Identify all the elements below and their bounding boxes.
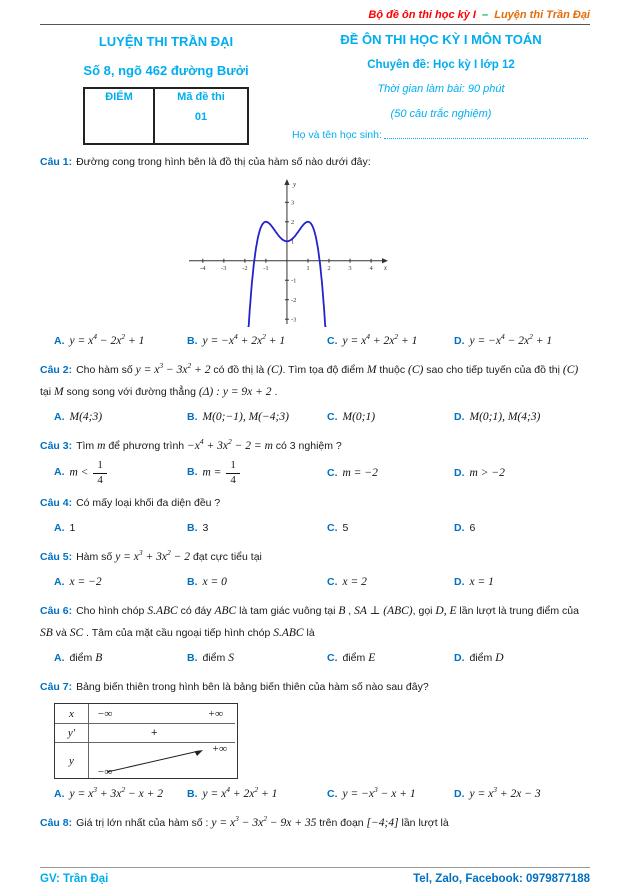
text-segment: lần lượt là [398, 817, 449, 830]
curve-graph-svg [186, 177, 390, 327]
option-letter: D. [454, 788, 465, 801]
svg-text:-2: -2 [290, 296, 297, 304]
math-expression: $y = x^3 + 3x^2 - x + 2$ [69, 785, 163, 801]
option-letter: C. [327, 788, 338, 801]
text-segment: 3 [202, 522, 209, 535]
math-expression: (Δ) : y = 9x + 2 [198, 386, 272, 398]
option-letter: D. [454, 466, 465, 479]
question-text [40, 151, 590, 173]
svg-text:-4: -4 [200, 264, 206, 272]
math-expression: SA ⊥ (ABC) [354, 605, 413, 618]
text-segment: có đáy [177, 605, 215, 618]
derivative-sign: + [151, 727, 158, 740]
option-letter: B. [187, 576, 198, 589]
text-segment: là [303, 627, 315, 640]
math-expression: S [228, 652, 234, 665]
q5-option-d [454, 576, 590, 588]
text-segment: tại [40, 386, 55, 398]
svg-text:-3: -3 [290, 316, 297, 324]
math-expression: M(0;1) [342, 411, 376, 423]
y-limit-start: −∞ [97, 766, 113, 779]
answer-options [54, 646, 590, 670]
q1-option-b [187, 332, 327, 347]
option-letter: A. [54, 788, 65, 801]
q7-option-c [327, 785, 454, 801]
option-letter: D. [454, 411, 465, 423]
question-2 [40, 359, 590, 429]
svg-text:-1: -1 [263, 264, 269, 272]
option-letter: B. [187, 335, 198, 347]
math-expression: m [97, 440, 106, 452]
text-segment: đạt cực tiểu tại [190, 551, 262, 564]
question-6 [40, 600, 590, 670]
text-segment: Bảng biến thiên trong hình bên là bảng biến thiên của hàm số nào sau đây? [76, 681, 429, 694]
fraction-denominator: 4 [230, 473, 236, 486]
q6-option-c [327, 652, 454, 664]
option-letter: D. [454, 335, 465, 347]
q4-option-c [327, 522, 454, 534]
question-4 [40, 492, 590, 540]
questions [40, 151, 590, 834]
option-letter: B. [187, 466, 198, 479]
text-segment: lần lượt là trung điểm của [456, 605, 579, 618]
option-letter: C. [327, 335, 338, 347]
text-segment: Tìm [76, 440, 98, 452]
x-limit-right: +∞ [207, 707, 223, 720]
svg-text:-2: -2 [242, 264, 248, 272]
question-text [40, 600, 590, 644]
answer-options [54, 405, 590, 429]
math-expression: x = 0 [202, 576, 227, 589]
q5-option-b [187, 576, 327, 588]
svg-text:3: 3 [348, 264, 352, 272]
question-8 [40, 812, 590, 834]
answer-options [54, 782, 590, 806]
text-segment: 1 [69, 522, 76, 535]
question-3 [40, 435, 590, 486]
math-expression: (C) [408, 364, 424, 376]
q6-option-a [54, 652, 187, 664]
header-note [40, 5, 590, 21]
math-expression: E [368, 652, 376, 665]
answer-options [54, 329, 590, 353]
math-expression: $y = x^4 + 2x^2 + 1$ [202, 785, 278, 801]
svg-text:-1: -1 [290, 277, 297, 285]
exam-title: ĐỀ ÔN THI HỌC KỲ I MÔN TOÁN [340, 32, 542, 47]
header-note-series: Bộ đề ôn thi học kỳ I [368, 9, 476, 21]
svg-text:2: 2 [327, 264, 331, 272]
math-expression: $y = x^3 + 3x^2 - 2$ [115, 548, 191, 564]
option-letter: C. [327, 411, 338, 423]
q3-option-b [187, 459, 327, 486]
q7-option-a [54, 785, 187, 801]
q6-option-b [187, 652, 327, 664]
math-expression: $y = x^3 - 3x^2 - 9x + 35$ [211, 814, 317, 830]
student-name-line [292, 129, 590, 141]
math-expression: M(0;−1), M(−4;3) [202, 411, 289, 423]
math-expression: [−4;4] [366, 817, 399, 830]
math-expression: D [495, 652, 504, 665]
exam-code-value: 01 [194, 111, 208, 123]
y-limit-end: +∞ [211, 743, 227, 756]
option-letter: B. [187, 411, 198, 423]
fraction-numerator: 1 [93, 460, 107, 474]
math-expression: $-x^4 + 3x^2 - 2 = m$ [187, 437, 273, 452]
math-expression: B [338, 605, 346, 618]
math-expression: x = −2 [69, 576, 102, 589]
svg-text:2: 2 [290, 219, 295, 227]
option-letter: A. [54, 466, 65, 479]
math-expression: x = 2 [342, 576, 367, 589]
math-expression: $y = -x^4 - 2x^2 + 1$ [469, 332, 553, 347]
q2-option-b [187, 411, 327, 423]
math-expression: $y = x^3 - 3x^2 + 2$ [135, 361, 211, 376]
math-expression: $y = x^3 + 2x - 3$ [469, 785, 541, 801]
x-limit-left: −∞ [97, 707, 113, 720]
variation-y-row [88, 742, 235, 778]
variation-table [54, 703, 238, 779]
question-number: Câu 7: [40, 681, 73, 694]
score-table [83, 87, 249, 145]
fraction [93, 460, 107, 486]
text-segment: là tam giác vuông tại [236, 605, 339, 618]
text-segment: để phương trình [105, 440, 188, 452]
text-segment: 6 [469, 522, 476, 535]
q6-option-d [454, 652, 590, 664]
header-left-column [40, 25, 292, 145]
derivative-sign-row [88, 723, 235, 742]
math-expression: m = [202, 466, 225, 479]
center-name: LUYỆN THI TRẦN ĐẠI [98, 34, 234, 49]
question-number: Câu 4: [40, 497, 73, 510]
exam-note: (50 câu trắc nghiệm) [390, 108, 492, 120]
text-segment: . [271, 386, 278, 398]
question-number: Câu 6: [40, 605, 73, 618]
option-letter: D. [454, 576, 465, 589]
option-letter: B. [187, 522, 198, 535]
question-1 [40, 151, 590, 353]
question-7 [40, 676, 590, 806]
svg-text:x: x [383, 263, 387, 272]
text-segment: Hàm số [76, 551, 116, 564]
question-text [40, 359, 590, 403]
footer-contact: Tel, Zalo, Facebook: 0979877188 [413, 873, 590, 885]
question-text [40, 435, 590, 457]
text-segment: điểm [202, 652, 229, 665]
math-expression: (C) [267, 364, 283, 376]
question-number: Câu 8: [40, 817, 73, 830]
fraction-numerator: 1 [226, 460, 240, 474]
text-segment: , [345, 605, 355, 618]
variation-row-header-label: y [69, 754, 74, 767]
variation-row-header-label: y′ [67, 727, 76, 740]
text-segment: Giá trị lớn nhất của hàm số : [76, 817, 212, 830]
math-expression: m < [69, 466, 92, 479]
page-footer [40, 867, 590, 885]
figure-function-graph [186, 177, 390, 327]
answer-options [54, 459, 590, 486]
text-segment: thuộc [376, 364, 409, 376]
q7-option-b [187, 785, 327, 801]
q2-option-d [454, 411, 590, 423]
text-segment: Đường cong trong hình bên là đồ thị của hàm số nào dưới đây: [76, 156, 371, 168]
text-segment: điểm [69, 652, 96, 665]
text-segment: , gọi [412, 605, 436, 618]
question-text [40, 812, 590, 834]
svg-text:y: y [292, 180, 297, 189]
option-letter: D. [454, 652, 465, 665]
option-letter: A. [54, 522, 65, 535]
variation-row-header [55, 742, 88, 778]
math-expression: ABC [214, 605, 237, 618]
option-letter: A. [54, 652, 65, 665]
q1-option-d [454, 332, 590, 347]
math-expression: M(4;3) [69, 411, 103, 423]
math-expression: M [54, 386, 64, 398]
text-segment: 5 [342, 522, 349, 535]
option-letter: A. [54, 411, 65, 423]
option-letter: C. [327, 576, 338, 589]
question-text [40, 546, 590, 568]
question-number: Câu 3: [40, 440, 73, 452]
math-expression: SC [69, 627, 84, 640]
text-segment: có 3 nghiệm ? [272, 440, 342, 452]
math-expression: $y = x^4 - 2x^2 + 1$ [69, 332, 145, 347]
svg-text:4: 4 [369, 264, 373, 272]
q4-option-a [54, 522, 187, 534]
exam-duration: Thời gian làm bài: 90 phút [377, 83, 505, 95]
q4-option-d [454, 522, 590, 534]
option-letter: C. [327, 652, 338, 665]
option-letter: D. [454, 522, 465, 535]
option-letter: B. [187, 652, 198, 665]
math-expression: $y = -x^3 - x + 1$ [342, 785, 416, 801]
text-segment: . Tìm tọa độ điểm [282, 364, 367, 376]
q1-option-a [54, 332, 187, 347]
text-segment: điểm [469, 652, 496, 665]
question-text [40, 492, 590, 514]
student-name-dotted-field [384, 138, 588, 139]
q2-option-a [54, 411, 187, 423]
math-expression: S.ABC [273, 627, 304, 640]
fraction [226, 460, 240, 486]
math-expression: m > −2 [469, 466, 505, 479]
footer-teacher: GV: Trần Đại [40, 873, 109, 885]
q3-option-a [54, 459, 187, 486]
q5-option-c [327, 576, 454, 588]
math-expression: $y = -x^4 + 2x^2 + 1$ [202, 332, 286, 347]
q7-option-d [454, 785, 590, 801]
svg-text:1: 1 [290, 238, 295, 246]
option-letter: A. [54, 335, 65, 347]
question-number: Câu 1: [40, 156, 73, 168]
q2-option-c [327, 411, 454, 423]
math-expression: m = −2 [342, 466, 378, 479]
center-address: Số 8, ngõ 462 đường Bưởi [83, 63, 249, 78]
variation-x-row [88, 704, 235, 723]
text-segment: Cho hình chóp [76, 605, 148, 618]
score-cell: ĐIỂM [85, 89, 155, 143]
math-expression: S.ABC [147, 605, 178, 618]
math-expression: B [95, 652, 103, 665]
q3-option-c [327, 467, 454, 479]
fraction-denominator: 4 [97, 473, 103, 486]
text-segment: trên đoạn [316, 817, 367, 830]
exam-code-label: Mã đề thi [177, 91, 225, 103]
question-5 [40, 546, 590, 594]
q5-option-a [54, 576, 187, 588]
text-segment: và [52, 627, 70, 640]
text-segment: Có mấy loại khối đa diện đều ? [76, 497, 221, 510]
svg-text:3: 3 [290, 199, 295, 207]
student-name-label: Họ và tên học sinh: [292, 129, 382, 141]
option-letter: C. [327, 522, 338, 535]
q1-option-c [327, 332, 454, 347]
math-expression: x = 1 [469, 576, 494, 589]
question-number: Câu 5: [40, 551, 73, 564]
variation-row-header [55, 704, 88, 723]
question-text [40, 676, 590, 698]
q4-option-b [187, 522, 327, 534]
question-number: Câu 2: [40, 364, 73, 376]
option-letter: A. [54, 576, 65, 589]
text-segment: điểm [342, 652, 369, 665]
text-segment: có đồ thị là [210, 364, 268, 376]
math-expression: M [366, 364, 377, 376]
math-expression: M(0;1), M(4;3) [469, 411, 541, 423]
text-segment: song song với đường thẳng [63, 386, 199, 398]
option-letter: C. [327, 466, 338, 479]
svg-text:-3: -3 [221, 264, 227, 272]
variation-row-header-label: x [69, 707, 74, 720]
text-segment: Cho hàm số [76, 364, 136, 376]
header-note-dash: – [482, 9, 489, 21]
math-expression: $y = x^4 + 2x^2 + 1$ [342, 332, 418, 347]
header-note-brand: Luyện thi Trần Đại [494, 9, 590, 21]
text-segment: . Tâm của mặt cầu ngoại tiếp hình chóp [83, 627, 274, 640]
math-expression: SB [40, 627, 53, 640]
variation-row-header [55, 723, 88, 742]
exam-subtitle: Chuyên đề: Học kỳ I lớp 12 [367, 59, 515, 71]
header-right-column [292, 25, 590, 145]
exam-code-cell [155, 89, 247, 143]
exam-header [40, 25, 590, 145]
svg-text:1: 1 [306, 264, 310, 272]
q3-option-d [454, 467, 590, 479]
answer-options [54, 516, 590, 540]
option-letter: B. [187, 788, 198, 801]
math-expression: (C) [562, 364, 579, 376]
answer-options [54, 570, 590, 594]
math-expression: D, E [435, 605, 457, 618]
text-segment: sao cho tiếp tuyến của đồ thị [423, 364, 563, 376]
